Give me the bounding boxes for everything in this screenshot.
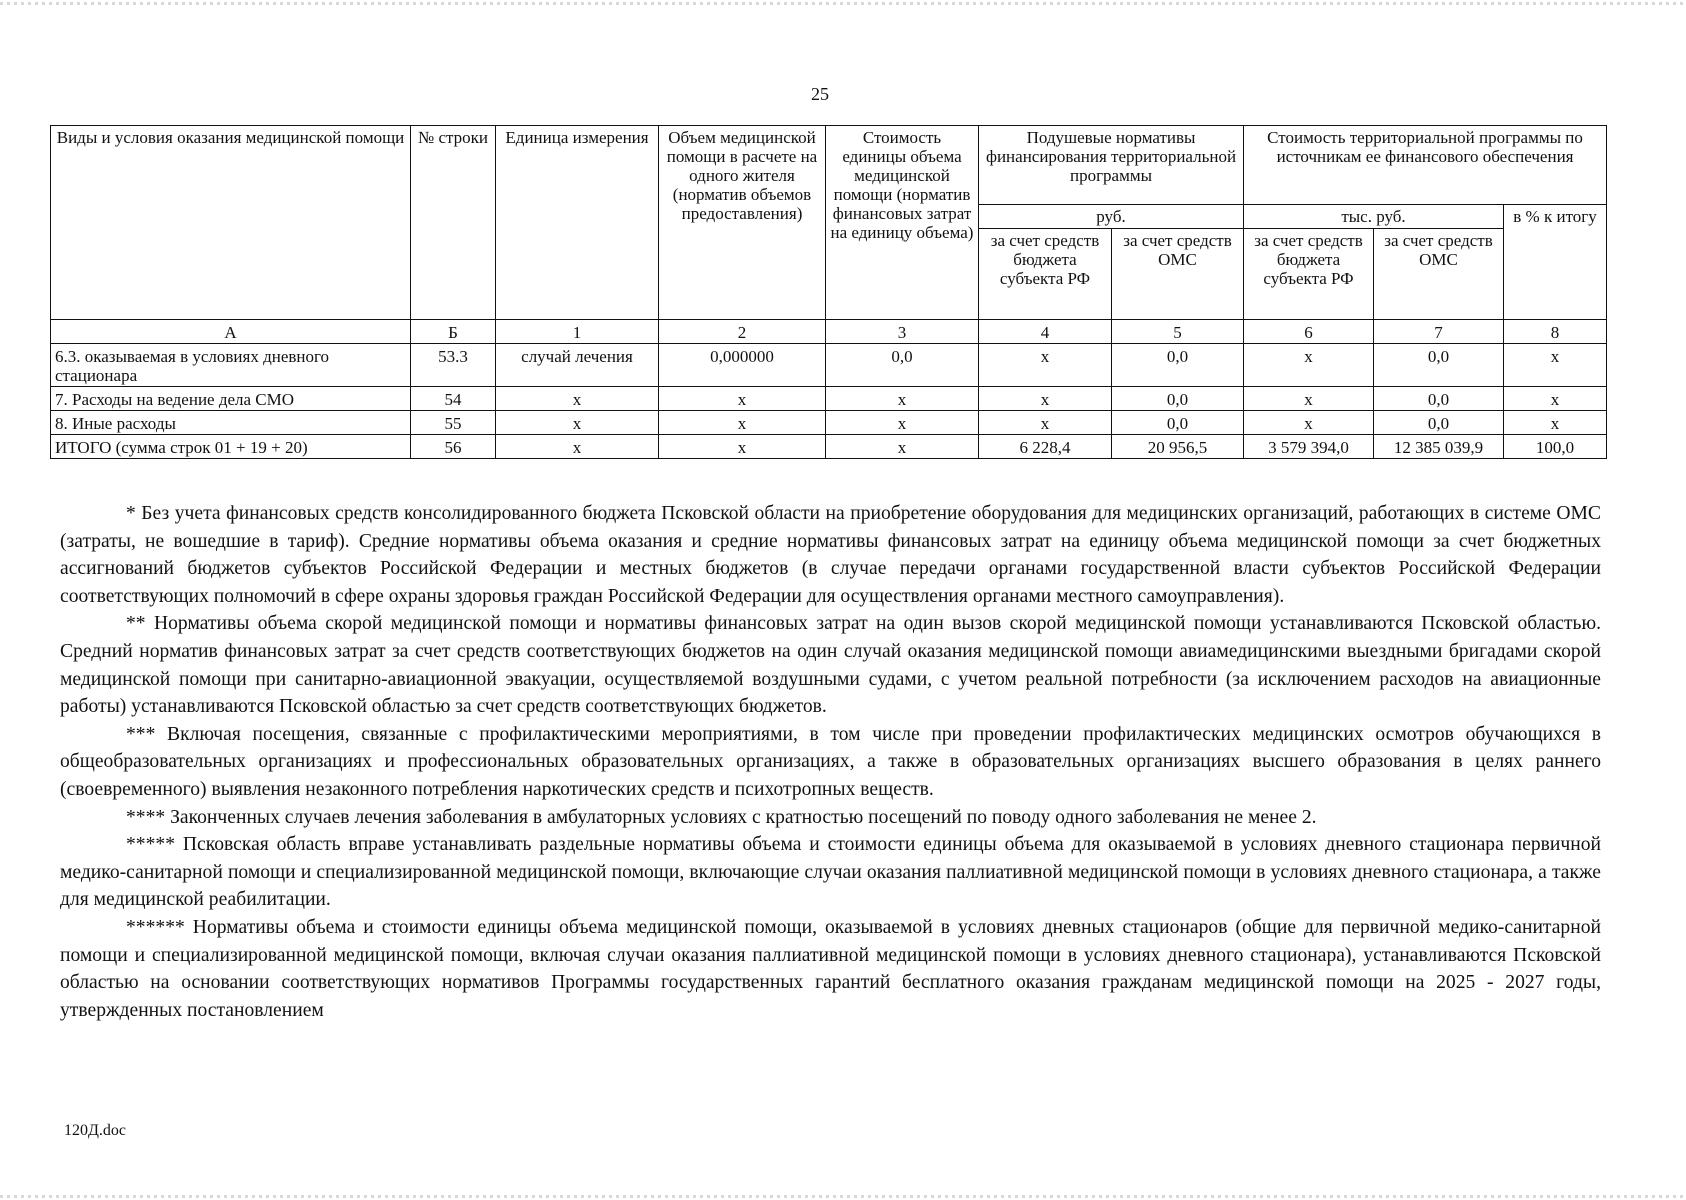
index-cell: 7	[1374, 320, 1504, 344]
row-volume: 0,000000	[659, 344, 826, 387]
header-pc-oms: за счет средств ОМС	[1112, 229, 1244, 320]
row-pc-budget: х	[979, 387, 1112, 411]
row-line: 53.3	[411, 344, 496, 387]
header-percent-total: в % к итогу	[1504, 205, 1607, 320]
header-col-1: Единица измерения	[496, 126, 659, 320]
footer-filename: 120Д.doc	[64, 1122, 127, 1139]
header-rub: руб.	[979, 205, 1244, 229]
table-row	[51, 387, 1607, 411]
row-pc-budget: х	[979, 344, 1112, 387]
row-pc-oms: 0,0	[1112, 344, 1244, 387]
index-cell: А	[51, 320, 411, 344]
index-cell: Б	[411, 320, 496, 344]
row-pc-oms: 0,0	[1112, 411, 1244, 435]
row-tp-budget: х	[1244, 344, 1374, 387]
row-line: 56	[411, 435, 496, 459]
header-col-b: № строки	[411, 126, 496, 320]
row-cost: 0,0	[826, 344, 979, 387]
header-col-a: Виды и условия оказания медицинской помощи	[51, 126, 411, 320]
row-name: 8. Иные расходы	[51, 411, 411, 435]
row-pc-oms: 20 956,5	[1112, 435, 1244, 459]
row-pc-budget: х	[979, 411, 1112, 435]
footnote-6: ****** Нормативы объема и стоимости единицы объема медицинской помощи, оказываемой в условиях дневных стационаров (общие для первичной медико-санитарной помощи и специализированной медицинской помощи, включая случаи оказания паллиативной медицинской помощи в условиях дневного стационара), устанавливаются Псковской областью на основании соответствующих нормативов Программы государственных гарантий бесплатного оказания гражданам медицинской помощи на 2025 - 2027 годы, утвержденных постановлением	[60, 916, 1601, 1021]
row-percent: х	[1504, 344, 1607, 387]
row-name: ИТОГО (сумма строк 01 + 19 + 20)	[51, 435, 411, 459]
row-tp-oms: 0,0	[1374, 344, 1504, 387]
row-volume: х	[659, 387, 826, 411]
row-name: 7. Расходы на ведение дела СМО	[51, 387, 411, 411]
row-unit: х	[496, 411, 659, 435]
row-percent: х	[1504, 387, 1607, 411]
row-tp-oms: 0,0	[1374, 411, 1504, 435]
header-col-2: Объем медицинской помощи в расчете на одного жителя (норматив объемов предоставления)	[659, 126, 826, 320]
index-cell: 8	[1504, 320, 1607, 344]
row-tp-budget: х	[1244, 387, 1374, 411]
header-thousand-rub: тыс. руб.	[1244, 205, 1504, 229]
row-line: 54	[411, 387, 496, 411]
scan-edge-top	[0, 2, 1686, 5]
row-tp-budget: 3 579 394,0	[1244, 435, 1374, 459]
row-pc-budget: 6 228,4	[979, 435, 1112, 459]
index-cell: 5	[1112, 320, 1244, 344]
header-tp-budget: за счет средств бюджета субъекта РФ	[1244, 229, 1374, 320]
scan-edge-bottom	[0, 1195, 1686, 1198]
row-cost: х	[826, 435, 979, 459]
page-number: 25	[811, 84, 829, 104]
footnote-5: ***** Псковская область вправе устанавливать раздельные нормативы объема и стоимости единицы объема для оказываемой в условиях дневного стационара первичной медико-санитарной помощи и специализированной медицинской помощи, включающие случаи оказания паллиативной медицинской помощи в условиях дневного стационара, а также для медицинской реабилитации.	[60, 834, 1601, 911]
index-row	[51, 320, 1607, 344]
header-row-1	[51, 126, 1607, 205]
row-volume: х	[659, 435, 826, 459]
table-row	[51, 344, 1607, 387]
row-tp-budget: х	[1244, 411, 1374, 435]
row-cost: х	[826, 387, 979, 411]
footnote-4: **** Законченных случаев лечения заболевания в амбулаторных условиях с кратностью посещений по поводу одного заболевания не менее 2.	[126, 806, 1317, 828]
financing-table	[50, 125, 1607, 459]
index-cell: 6	[1244, 320, 1374, 344]
row-unit: случай лечения	[496, 344, 659, 387]
header-group-per-capita: Подушевые нормативы финансирования территориальной программы	[979, 126, 1244, 205]
row-percent: 100,0	[1504, 435, 1607, 459]
header-tp-oms: за счет средств ОМС	[1374, 229, 1504, 320]
row-tp-oms: 0,0	[1374, 387, 1504, 411]
row-percent: х	[1504, 411, 1607, 435]
index-cell: 3	[826, 320, 979, 344]
index-cell: 2	[659, 320, 826, 344]
row-cost: х	[826, 411, 979, 435]
footnote-2: ** Нормативы объема скорой медицинской помощи и нормативы финансовых затрат на один вызов скорой медицинской помощи устанавливаются Псковской областью. Средний норматив финансовых затрат за счет средств соответствующих бюджетов на один случай оказания медицинской помощи авиамедицинскими выездными бригадами скорой медицинской помощи при санитарно-авиационной эвакуации, осуществляемой воздушными судами, с учетом реальной потребности (за исключением расходов на авиационные работы) устанавливаются Псковской областью за счет средств соответствующих бюджетов.	[60, 613, 1601, 718]
header-col-3: Стоимость единицы объема медицинской помощи (норматив финансовых затрат на единицу объема)	[826, 126, 979, 320]
row-volume: х	[659, 411, 826, 435]
index-cell: 1	[496, 320, 659, 344]
table-row-total	[51, 435, 1607, 459]
header-pc-budget: за счет средств бюджета субъекта РФ	[979, 229, 1112, 320]
footnote-3: *** Включая посещения, связанные с профилактическими мероприятиями, в том числе при проведении профилактических медицинских осмотров обучающихся в общеобразовательных организациях и профессиональных образовательных организациях, а также в образовательных организациях высшего образования в целях раннего (своевременного) выявления незаконного потребления наркотических средств и психотропных веществ.	[60, 723, 1601, 800]
row-line: 55	[411, 411, 496, 435]
row-tp-oms: 12 385 039,9	[1374, 435, 1504, 459]
row-name: 6.3. оказываемая в условиях дневного стационара	[51, 344, 411, 387]
row-pc-oms: 0,0	[1112, 387, 1244, 411]
footnote-1: * Без учета финансовых средств консолидированного бюджета Псковской области на приобретение оборудования для медицинских организаций, работающих в системе ОМС (затраты, не вошедшие в тариф). Средние нормативы объема оказания и средние нормативы финансовых затрат на единицу объема медицинской помощи за счет бюджетных ассигнований бюджетов субъектов Российской Федерации и местных бюджетов (в случае передачи органами государственной власти субъектов Российской Федерации соответствующих полномочий в сфере охраны здоровья граждан Российской Федерации для осуществления органами местного самоуправления).	[60, 503, 1601, 607]
header-group-cost: Стоимость территориальной программы по источникам ее финансового обеспечения	[1244, 126, 1607, 205]
index-cell: 4	[979, 320, 1112, 344]
footnotes	[60, 500, 1601, 1024]
row-unit: х	[496, 435, 659, 459]
row-unit: х	[496, 387, 659, 411]
table-row	[51, 411, 1607, 435]
